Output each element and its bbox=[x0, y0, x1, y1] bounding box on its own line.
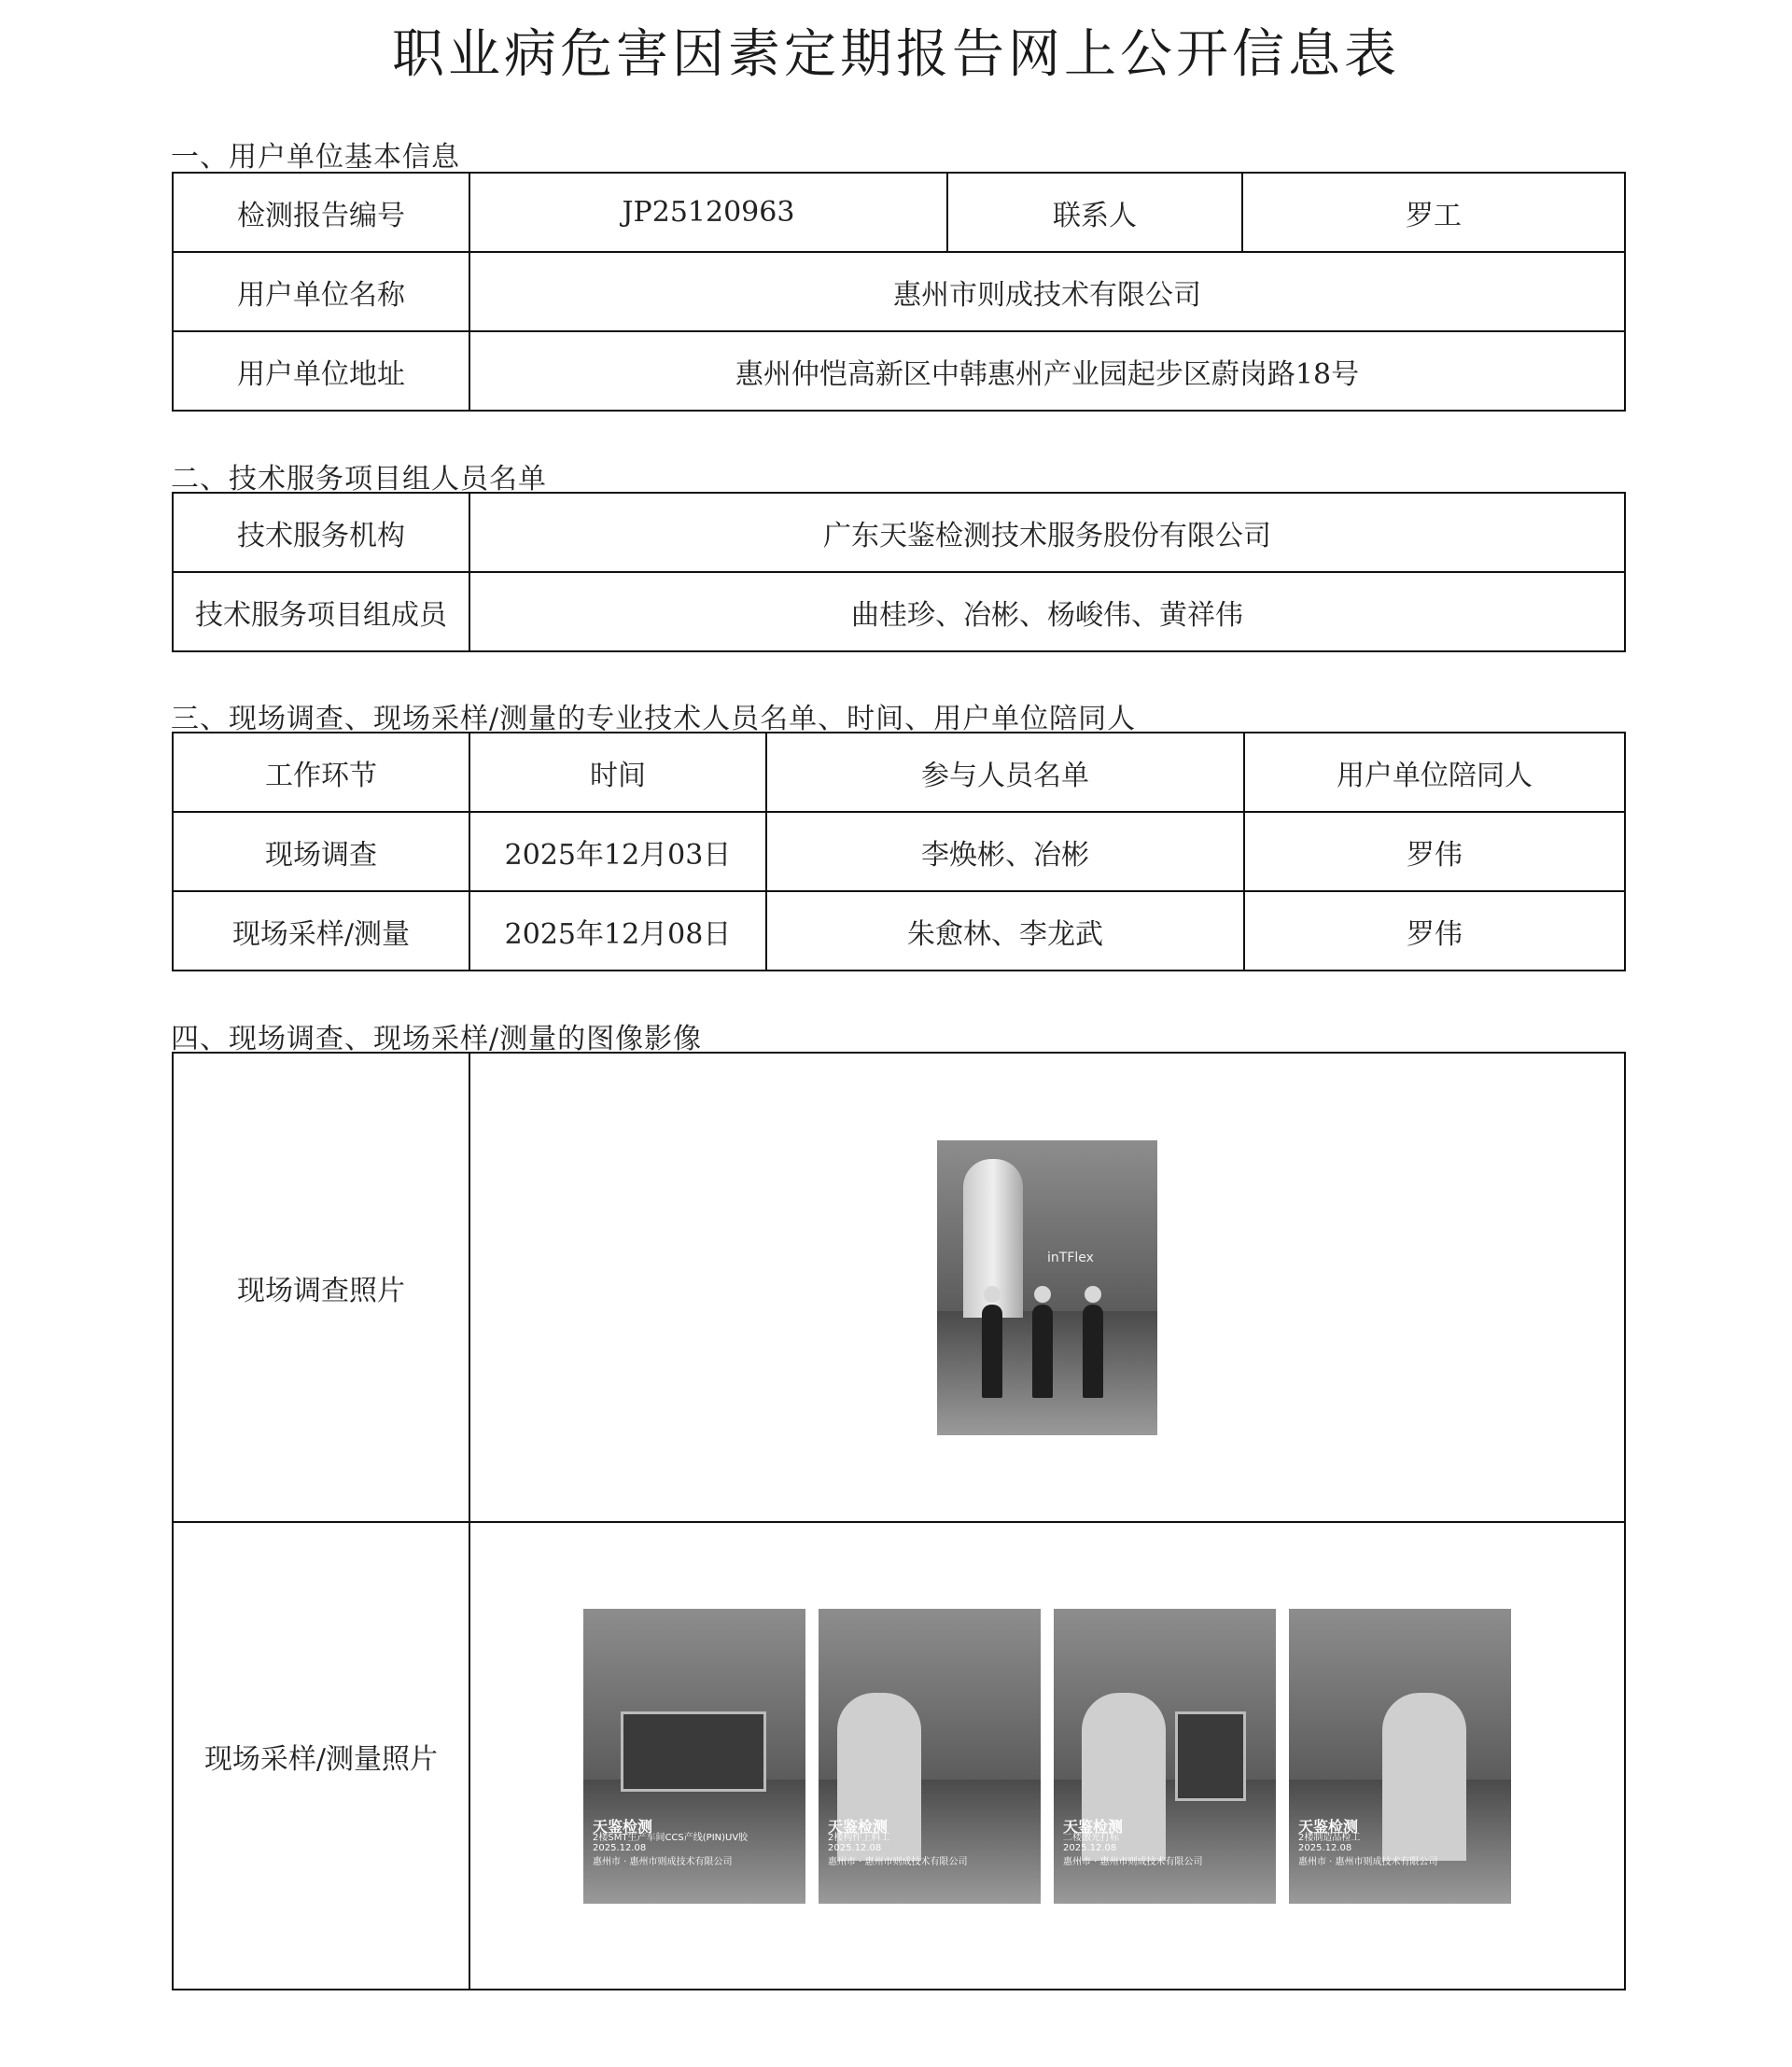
header-escort: 用户单位陪同人 bbox=[1244, 733, 1625, 812]
header-stage: 工作环节 bbox=[173, 733, 469, 812]
members-label: 技术服务项目组成员 bbox=[173, 572, 469, 651]
photo-table bbox=[172, 1052, 1626, 1990]
survey-photo-cell bbox=[469, 1053, 1625, 1522]
sampling-photo: 天鉴检测 二楼激光打标 2025.12.08 惠州市 · 惠州市则成技术有限公司 bbox=[1054, 1609, 1276, 1904]
cell-staff: 朱愈林、李龙武 bbox=[766, 891, 1244, 971]
section1-heading: 一、用户单位基本信息 bbox=[171, 141, 460, 174]
survey-photo bbox=[937, 1140, 1157, 1435]
address-value: 惠州仲恺高新区中韩惠州产业园起步区蔚岗路18号 bbox=[469, 331, 1625, 411]
contact-value: 罗工 bbox=[1242, 173, 1625, 252]
section2-heading: 二、技术服务项目组人员名单 bbox=[171, 463, 547, 496]
cell-escort: 罗伟 bbox=[1244, 891, 1625, 971]
schedule-table bbox=[172, 732, 1626, 971]
sampling-photo: 天鉴检测 2楼SMT生产车间CCS产线(PIN)UV胶 2025.12.08 惠州市 · 惠州市则成技术有限公司 bbox=[583, 1609, 805, 1904]
cell-time: 2025年12月08日 bbox=[469, 891, 766, 971]
cell-escort: 罗伟 bbox=[1244, 812, 1625, 891]
section3-heading: 三、现场调查、现场采样/测量的专业技术人员名单、时间、用户单位陪同人 bbox=[171, 703, 1137, 735]
sampling-photo-label: 现场采样/测量照片 bbox=[173, 1522, 469, 1990]
sampling-photo: 天鉴检测 2楼构件上料工 2025.12.08 惠州市 · 惠州市则成技术有限公司 bbox=[819, 1609, 1041, 1904]
address-label: 用户单位地址 bbox=[173, 331, 469, 411]
report-no-label: 检测报告编号 bbox=[173, 173, 469, 252]
table-row bbox=[173, 891, 1625, 971]
sampling-photo: 天鉴检测 2楼制造品检工 2025.12.08 惠州市 · 惠州市则成技术有限公司 bbox=[1289, 1609, 1511, 1904]
members-value: 曲桂珍、冶彬、杨峻伟、黄祥伟 bbox=[469, 572, 1625, 651]
header-time: 时间 bbox=[469, 733, 766, 812]
basic-info-table bbox=[172, 172, 1626, 412]
org-value: 广东天鉴检测技术服务股份有限公司 bbox=[469, 493, 1625, 572]
header-staff: 参与人员名单 bbox=[766, 733, 1244, 812]
cell-time: 2025年12月03日 bbox=[469, 812, 766, 891]
company-value: 惠州市则成技术有限公司 bbox=[469, 252, 1625, 331]
cell-stage: 现场调查 bbox=[173, 812, 469, 891]
survey-photo-label: 现场调查照片 bbox=[173, 1053, 469, 1522]
report-no-value: JP25120963 bbox=[469, 173, 947, 252]
team-table bbox=[172, 492, 1626, 652]
org-label: 技术服务机构 bbox=[173, 493, 469, 572]
table-row bbox=[173, 812, 1625, 891]
cell-stage: 现场采样/测量 bbox=[173, 891, 469, 971]
sampling-photo-cell bbox=[469, 1522, 1625, 1990]
photo-sign-text: inTFlex bbox=[1047, 1250, 1094, 1265]
cell-staff: 李焕彬、冶彬 bbox=[766, 812, 1244, 891]
contact-label: 联系人 bbox=[947, 173, 1242, 252]
section4-heading: 四、现场调查、现场采样/测量的图像影像 bbox=[171, 1023, 703, 1055]
company-label: 用户单位名称 bbox=[173, 252, 469, 331]
page-title: 职业病危害因素定期报告网上公开信息表 bbox=[392, 24, 1400, 85]
